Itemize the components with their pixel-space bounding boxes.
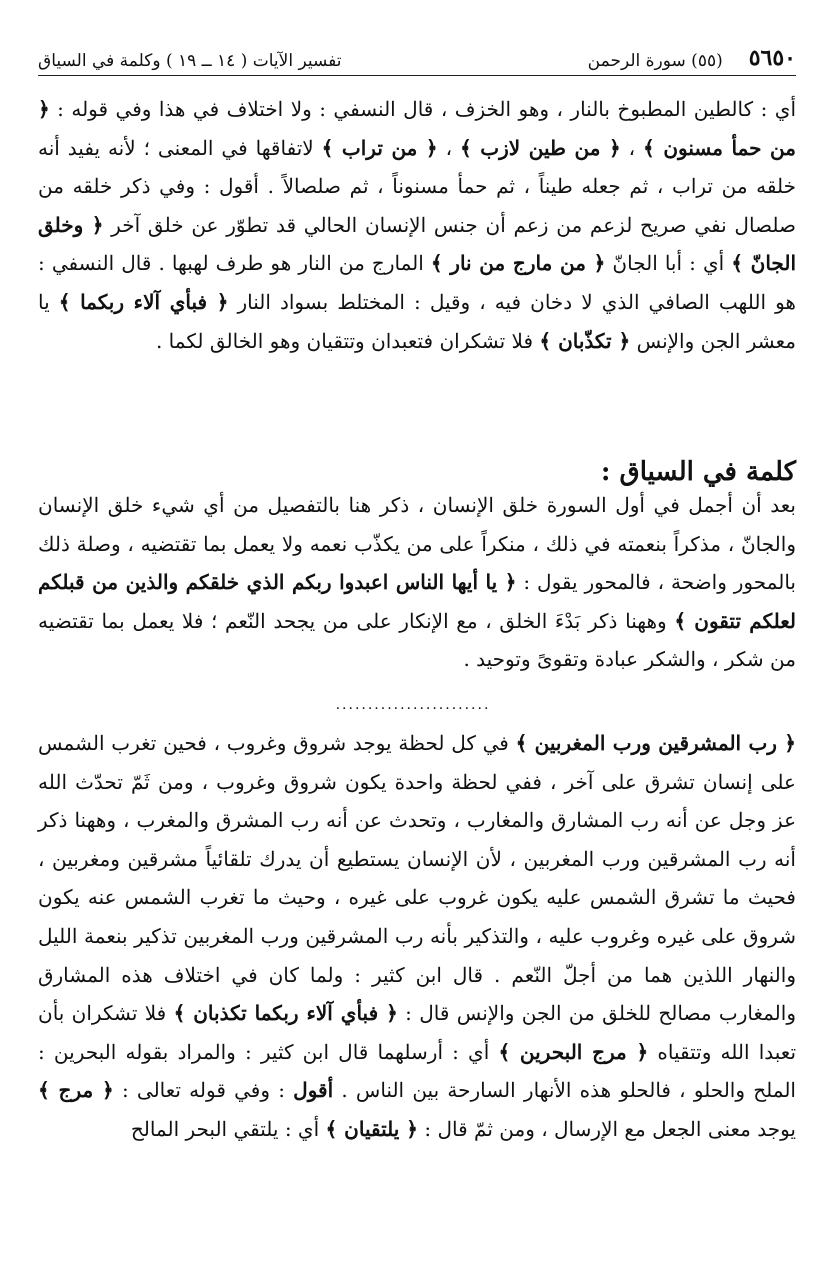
section-title: كلمة في السياق : — [600, 457, 796, 487]
paragraph-1-text — [38, 90, 796, 360]
surah-name: (٥٥) سورة الرحمن — [587, 51, 723, 71]
body-text: يا معشر الجن والإنس — [38, 289, 796, 353]
body-text: لاتفاقها في المعنى ؛ لأنه يفيد أنه خلقه من تراب ، ثم جعله طيناً ، ثم حمأ مسنوناً ، ثم صلصالاً . أقول : وفي ذكر خلقه من صلصال نفي صريح لزعم من زعم أن جنس الإنسان الحالي قد تطوّر عن خلق آخر — [38, 135, 796, 237]
body-text: ، — [437, 135, 461, 160]
paragraph-2 — [38, 486, 796, 679]
quran-quote: ﴿ رب المشرقين ورب المغربين ﴾ — [515, 731, 797, 755]
body-text: ، — [620, 135, 644, 160]
body-text: فلا تشكران بأن تعبدا الله وتتقياه — [38, 1001, 797, 1064]
quran-quote: ﴿ فبأي آلاء ربكما ﴾ — [58, 289, 229, 314]
body-text: أي : أرسلهما قال ابن كثير : والمراد بقوله البحرين : الملح والحلو ، فالحلو هذه الأنهار السارحة بين الناس . — [38, 1039, 796, 1103]
quran-quote: ﴿ فبأي آلاء ربكما تكذبان ﴾ — [173, 1001, 398, 1026]
body-text: بعد أن أجمل في أول السورة خلق الإنسان ، ذكر هنا بالتفصيل من أي شيء خلق الإنسان والجانّ ، مذكراً بنعمته في ذلك ، منكراً على من يكذّب نعمه ولا يعمل بما تقتضيه ، وصلة ذلك بالمحور واضحة ، فالمحور يقول : — [38, 493, 796, 595]
body-text: أي : كالطين المطبوخ بالنار ، وهو الخزف ، قال النسفي : ولا اختلاف في هذا وفي قوله : — [49, 97, 796, 121]
body-text: في كل لحظة يوجد شروق وغروب ، فحين تغرب الشمس على إنسان تشرق على آخر ، ففي لحظة واحدة يكون شروق وغروب ، ومن ثَمّ تحدّث الله عز وجل عن أنه رب المشارق والمغارب ، وتحدث عن أنه رب المشرق والمغرب ، وههنا ذكر أنه رب المشرقين ورب المغربين ، لأن الإنسان يستطيع أن يدرك تلقائياً مشرقين ومغربين ، فحيث ما تشرق الشمس عليه يكون غروب على غيره ، وحيث ما تغرب الشمس عنه يكون شروق على غيره وغروب عليه ، والتذكير بأنه رب المشرقين ورب المغربين تذكير بنعمة الليل والنهار اللذين هما من أجلّ النّعم . قال ابن كثير : ولما كان في اختلاف هذه المشارق والمغارب مصالح للخلق من الجن والإنس قال : — [38, 731, 796, 1026]
paragraph-3 — [38, 724, 796, 1149]
body-text: المارج من النار هو طرف لهبها . قال النسفي : هو اللهب الصافي الذي لا دخان فيه ، وقيل : المختلط بسواد النار — [38, 251, 796, 314]
paragraph-3-text — [38, 724, 796, 1149]
body-text: أي : أبا الجانّ — [605, 251, 732, 276]
page-number: ٥٦٥٠ — [748, 45, 796, 71]
quran-quote: ﴿ مرج البحرين ﴾ — [498, 1039, 649, 1064]
quran-quote: ﴿ تكذّبان ﴾ — [539, 328, 631, 353]
quran-quote: ﴿ يا أيها الناس اعبدوا ربكم الذي خلقكم والذين من قبلكم لعلكم تتقون ﴾ — [38, 570, 796, 633]
header-right — [588, 45, 796, 71]
page-header — [38, 40, 796, 76]
quran-quote: ﴿ من طين لازب ﴾ — [460, 135, 621, 160]
quran-quote: ﴿ يلتقيان ﴾ — [325, 1116, 419, 1141]
section-heading: تفسير الآيات ( ١٤ ــ ١٩ ) وكلمة في السياق — [38, 51, 342, 71]
body-text: وههنا ذكر بَدْءَ الخلق ، مع الإنكار على من يجحد النّعم ؛ فلا يعمل بما تقتضيه من شكر ، والشكر عبادة وتقوىً وتوحيد . — [38, 608, 796, 672]
body-text: يوجد معنى الجعل مع الإرسال ، ومن ثمّ قال : — [418, 1116, 796, 1141]
body-text: أي : يلتقي البحر المالح — [130, 1116, 326, 1141]
paragraph-2-text — [38, 486, 796, 679]
body-text: : وفي قوله تعالى : — [113, 1078, 294, 1103]
quran-quote: ﴿ من تراب ﴾ — [321, 135, 438, 160]
dotted-divider: ........................ — [335, 697, 491, 713]
quran-quote: ﴿ من حمأ مسنون ﴾ — [38, 97, 796, 160]
paragraph-1 — [38, 90, 796, 360]
quran-quote: أقول — [293, 1078, 334, 1103]
quran-quote: ﴿ مرج ﴾ — [38, 1078, 114, 1103]
body-text: فلا تشكران فتعبدان وتتقيان وهو الخالق لكما . — [155, 328, 540, 353]
quran-quote: ﴿ وخلق الجانّ ﴾ — [38, 212, 796, 276]
quran-quote: ﴿ من مارج من نار ﴾ — [430, 251, 606, 276]
